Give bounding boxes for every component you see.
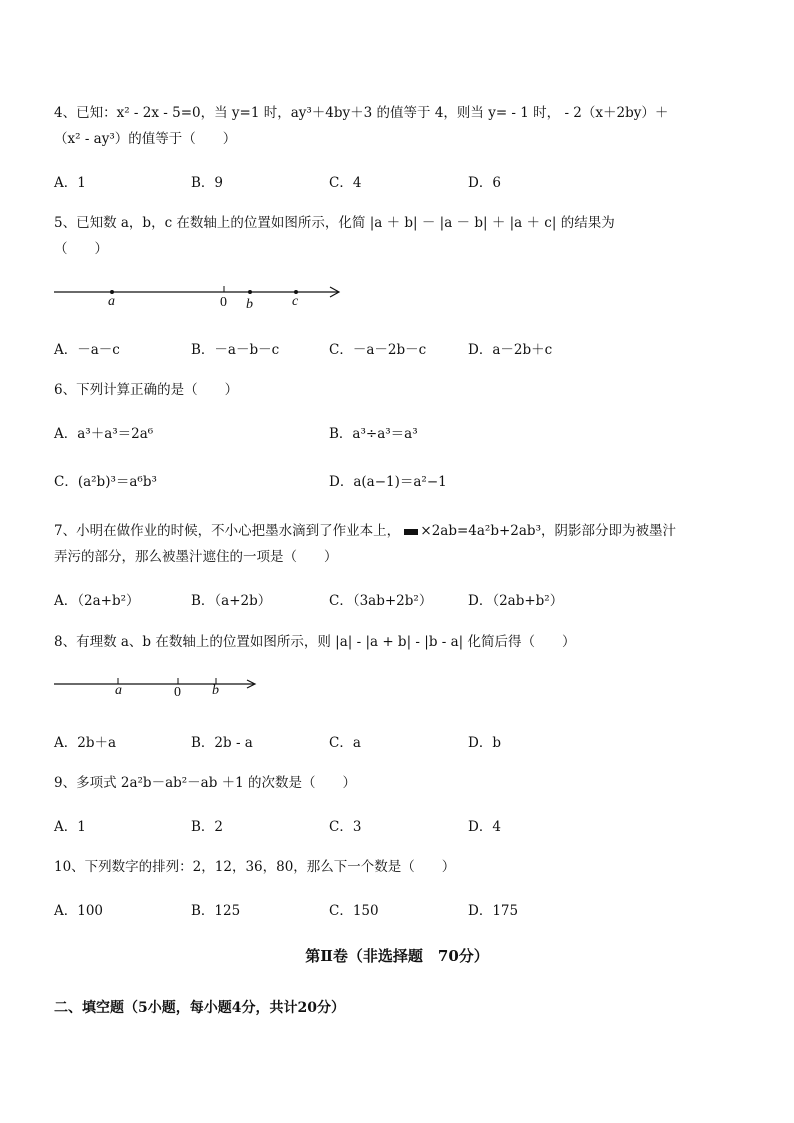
q7-stem-post: ×2ab=4a²b+2ab³，阴影部分即为被墨汁 xyxy=(420,523,676,539)
q7-stem-line2: 弄污的部分，那么被墨汁遮住的一项是（ ） xyxy=(54,549,338,565)
q4-option-c[interactable]: C．4 xyxy=(329,175,362,191)
q9-option-b[interactable]: B．2 xyxy=(191,819,224,835)
section-title: 第Ⅱ卷（非选择题 70分） xyxy=(305,947,489,965)
q5-label-b: b xyxy=(246,297,253,312)
q6-option-a[interactable]: A．a³＋a³＝2a⁶ xyxy=(54,426,154,442)
q10-option-a[interactable]: A．100 xyxy=(54,903,104,919)
q8-label-a: a xyxy=(115,683,122,698)
q8-label-zero: 0 xyxy=(174,685,181,700)
q7-option-d[interactable]: D．（2ab+b²） xyxy=(468,593,564,609)
q4-stem-line1: 4、已知：x² - 2x - 5=0，当 y=1 时，ay³＋4by＋3 的值等于 4，则当 y= - 1 时， - 2（x＋2by）＋ xyxy=(54,105,669,121)
q10-option-b[interactable]: B．125 xyxy=(191,903,241,919)
q7-option-c[interactable]: C．（3ab+2b²） xyxy=(329,593,433,609)
section-subtitle: 二、填空题（5小题，每小题4分，共计20分） xyxy=(54,1000,345,1016)
q6-option-d[interactable]: D．a(a−1)＝a²−1 xyxy=(329,474,447,490)
q8-number-line xyxy=(54,672,274,702)
q10-option-d[interactable]: D．175 xyxy=(468,903,519,919)
q7-stem-line1 xyxy=(54,519,676,539)
q5-option-c[interactable]: C．－a－2b－c xyxy=(329,342,427,358)
q7-option-b[interactable]: B．（a+2b） xyxy=(191,593,272,609)
q4-stem-line2: （x² - ay³）的值等于（ ） xyxy=(54,131,237,147)
q10-stem-line1: 10、下列数字的排列：2，12，36，80，那么下一个数是（ ） xyxy=(54,859,456,875)
q9-option-c[interactable]: C．3 xyxy=(329,819,362,835)
q5-stem-line2: （ ） xyxy=(54,241,108,257)
q6-option-b[interactable]: B．a³÷a³＝a³ xyxy=(329,426,418,442)
q8-label-b: b xyxy=(212,683,219,698)
ink-blot-icon xyxy=(404,529,418,535)
q7-option-a[interactable]: A．（2a+b²） xyxy=(54,593,140,609)
q8-option-d[interactable]: D．b xyxy=(468,735,501,751)
q9-stem-line1: 9、多项式 2a²b－ab²－ab ＋1 的次数是（ ） xyxy=(54,775,357,791)
q5-option-d[interactable]: D．a－2b＋c xyxy=(468,342,553,358)
q4-option-b[interactable]: B．9 xyxy=(191,175,224,191)
q8-option-a[interactable]: A．2b＋a xyxy=(54,735,117,751)
q4-option-a[interactable]: A．1 xyxy=(54,175,86,191)
q6-stem-line1: 6、下列计算正确的是（ ） xyxy=(54,382,239,398)
q5-label-c: c xyxy=(292,294,299,309)
q5-stem-line1: 5、已知数 a，b，c 在数轴上的位置如图所示，化简 |a ＋ b| － |a － b| ＋ |a ＋ c| 的结果为 xyxy=(54,215,615,231)
q8-option-b[interactable]: B．2b - a xyxy=(191,735,253,751)
q9-option-a[interactable]: A．1 xyxy=(54,819,86,835)
q5-number-line xyxy=(54,280,354,320)
q5-label-a: a xyxy=(108,294,115,309)
q9-option-d[interactable]: D．4 xyxy=(468,819,501,835)
q5-option-a[interactable]: A．－a－c xyxy=(54,342,120,358)
q7-stem-pre: 7、小明在做作业的时候，不小心把墨水滴到了作业本上， xyxy=(54,523,401,539)
q8-stem-line1: 8、有理数 a、b 在数轴上的位置如图所示，则 |a| - |a + b| - |b - a| 化简后得（ ） xyxy=(54,634,576,650)
q6-option-c[interactable]: C．(a²b)³＝a⁶b³ xyxy=(54,474,157,490)
q5-point-b xyxy=(248,290,252,294)
q5-label-zero: 0 xyxy=(220,295,227,310)
q10-option-c[interactable]: C．150 xyxy=(329,903,379,919)
q8-option-c[interactable]: C．a xyxy=(329,735,361,751)
q4-option-d[interactable]: D．6 xyxy=(468,175,501,191)
q5-option-b[interactable]: B．－a－b－c xyxy=(191,342,280,358)
